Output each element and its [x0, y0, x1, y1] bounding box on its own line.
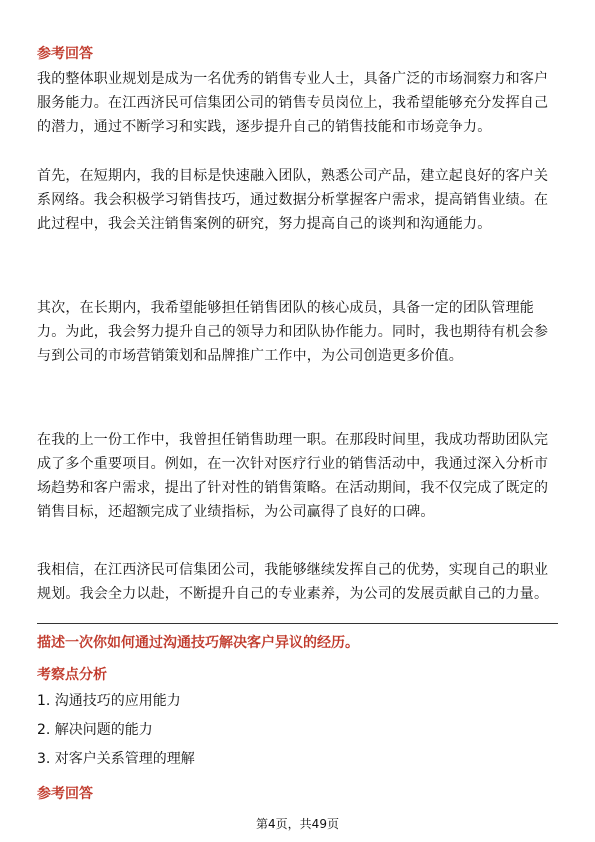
analysis-item: 3. 对客户关系管理的理解 — [37, 751, 195, 767]
paragraph-line: 系网络。我会积极学习销售技巧，通过数据分析掌握客户需求，提高销售业绩。在 — [37, 192, 549, 208]
paragraph-line: 销售目标，还超额完成了业绩指标，为公司赢得了良好的口碑。 — [37, 504, 435, 520]
page-number: 第4页，共49页 — [256, 817, 339, 831]
paragraph-line: 成了多个重要项目。例如，在一次针对医疗行业的销售活动中，我通过深入分析市 — [37, 456, 549, 472]
analysis-item: 1. 沟通技巧的应用能力 — [37, 693, 181, 709]
paragraph-1 — [37, 67, 562, 139]
paragraph-2 — [37, 164, 562, 236]
paragraph-line: 此过程中，我会关注销售案例的研究，努力提高自己的谈判和沟通能力。 — [37, 216, 492, 232]
paragraph-line: 场趋势和客户需求，提出了针对性的销售策略。在活动期间，我不仅完成了既定的 — [37, 480, 549, 496]
paragraph-line: 服务能力。在江西济民可信集团公司的销售专员岗位上，我希望能够充分发挥自己 — [37, 95, 549, 111]
paragraph-line: 我的整体职业规划是成为一名优秀的销售专业人士，具备广泛的市场洞察力和客户 — [37, 71, 549, 87]
section-divider — [37, 623, 558, 624]
question-heading: 描述一次你如何通过沟通技巧解决客户异议的经历。 — [37, 635, 359, 651]
paragraph-4 — [37, 428, 562, 524]
answer-label: 参考回答 — [37, 46, 93, 62]
answer-label: 参考回答 — [37, 786, 93, 802]
paragraph-line: 我相信，在江西济民可信集团公司，我能够继续发挥自己的优势，实现自己的职业 — [37, 562, 549, 578]
analysis-item: 2. 解决问题的能力 — [37, 722, 153, 738]
analysis-label: 考察点分析 — [37, 667, 107, 683]
paragraph-line: 在我的上一份工作中，我曾担任销售助理一职。在那段时间里，我成功帮助团队完 — [37, 432, 549, 448]
paragraph-line: 首先，在短期内，我的目标是快速融入团队，熟悉公司产品，建立起良好的客户关 — [37, 168, 549, 184]
paragraph-line: 其次，在长期内，我希望能够担任销售团队的核心成员，具备一定的团队管理能 — [37, 300, 534, 316]
paragraph-line: 与到公司的市场营销策划和品牌推广工作中，为公司创造更多价值。 — [37, 348, 463, 364]
paragraph-5 — [37, 558, 562, 606]
paragraph-3 — [37, 296, 562, 368]
paragraph-line: 力。为此，我会努力提升自己的领导力和团队协作能力。同时，我也期待有机会参 — [37, 324, 549, 340]
paragraph-line: 规划。我会全力以赴，不断提升自己的专业素养，为公司的发展贡献自己的力量。 — [37, 586, 549, 602]
paragraph-line: 的潜力，通过不断学习和实践，逐步提升自己的销售技能和市场竞争力。 — [37, 119, 492, 135]
